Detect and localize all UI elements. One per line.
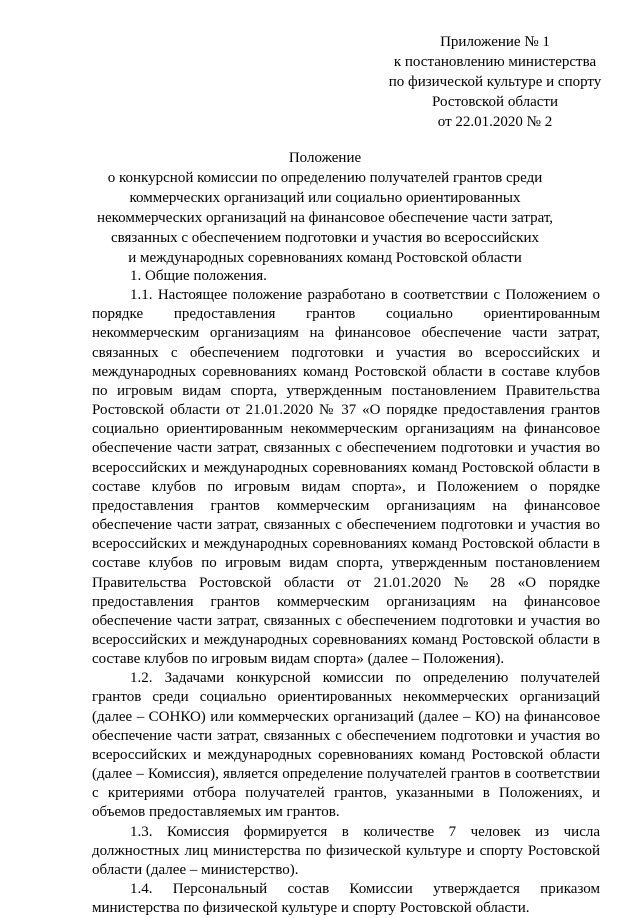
document-body: [92, 267, 600, 918]
section-heading: 1. Общие положения.: [130, 268, 267, 284]
title-line: некоммерческих организаций на финансовое обеспечение части затрат,: [96, 210, 554, 226]
document-title: [92, 148, 558, 268]
paragraph-1-3: 1.3. Комиссия формируется в количестве 7 человек из числа должностных лиц министерства по физической культуре и спорту Ростовской области (далее – министерство).: [92, 823, 600, 878]
paragraph-1-1: 1.1. Настоящее положение разработано в соответствии с Положением о порядке предоставления грантов социально ориентированным некоммерческим организациям на финансовое обеспечение части затрат, связанных с обеспечением подготовки и участия во всероссийских и международных соревнованиях команд Ростовской области в составе клубов по игровым видам спорта, утвержденным постановлением Правительства Ростовской области от 21.01.2020 № 37 «О порядке предоставления грантов социально ориентированным некоммерческим организациям на финансовое обеспечение части затрат, связанных с обеспечением подготовки и участия во всероссийских и международных соревнованиях команд Ростовской области в составе клубов по игровым видам спорта», и Положением о порядке предоставления грантов коммерческим организациям на финансовое обеспечение части затрат, связанных с обеспечением подготовки и участия во всероссийских и международных соревнованиях команд Ростовской области в составе клубов по игровым видам спорта, утвержденным постановлением Правительства Ростовской области от 21.01.2020 № 28 «О порядке предоставления грантов коммерческим организациям на финансовое обеспечение части затрат, связанных с обеспечением подготовки и участия во всероссийских и международных соревнованиях команд Ростовской области в составе клубов по игровым видам спорта» (далее – Положения).: [92, 287, 600, 668]
title-line: Положение: [288, 150, 362, 166]
appendix-line: по физической культуре и спорту: [388, 74, 602, 90]
title-line: и международных соревнованиях команд Ростовской области: [128, 250, 522, 266]
appendix-line: Ростовской области: [432, 94, 558, 110]
appendix-line: к постановлению министерства: [393, 54, 597, 70]
title-line: связанных с обеспечением подготовки и участия во всероссийских: [110, 230, 540, 246]
title-line: о конкурсной комиссии по определению получателей грантов среди: [107, 170, 543, 186]
paragraph-1-4: 1.4. Персональный состав Комиссии утверждается приказом министерства по физической культуре и спорту Ростовской области.: [92, 881, 600, 917]
paragraph-1-2: 1.2. Задачами конкурсной комиссии по определению получателей грантов среди социально ориентированных некоммерческих организаций (далее – СОНКО) или коммерческих организаций (далее – КО) на финансовое обеспечение части затрат, связанных с обеспечением подготовки и участия во всероссийских и международных соревнованиях команд Ростовской области (далее – Комиссия), является определение получателей грантов в соответствии с критериями отбора получателей грантов, указанными в Положениях, и объемов предоставляемых им грантов.: [92, 670, 600, 821]
appendix-line: от 22.01.2020 № 2: [437, 114, 553, 130]
appendix-line: Приложение № 1: [440, 34, 550, 50]
title-line: коммерческих организаций или социально ориентированных: [129, 190, 521, 206]
appendix-header: [360, 32, 630, 132]
